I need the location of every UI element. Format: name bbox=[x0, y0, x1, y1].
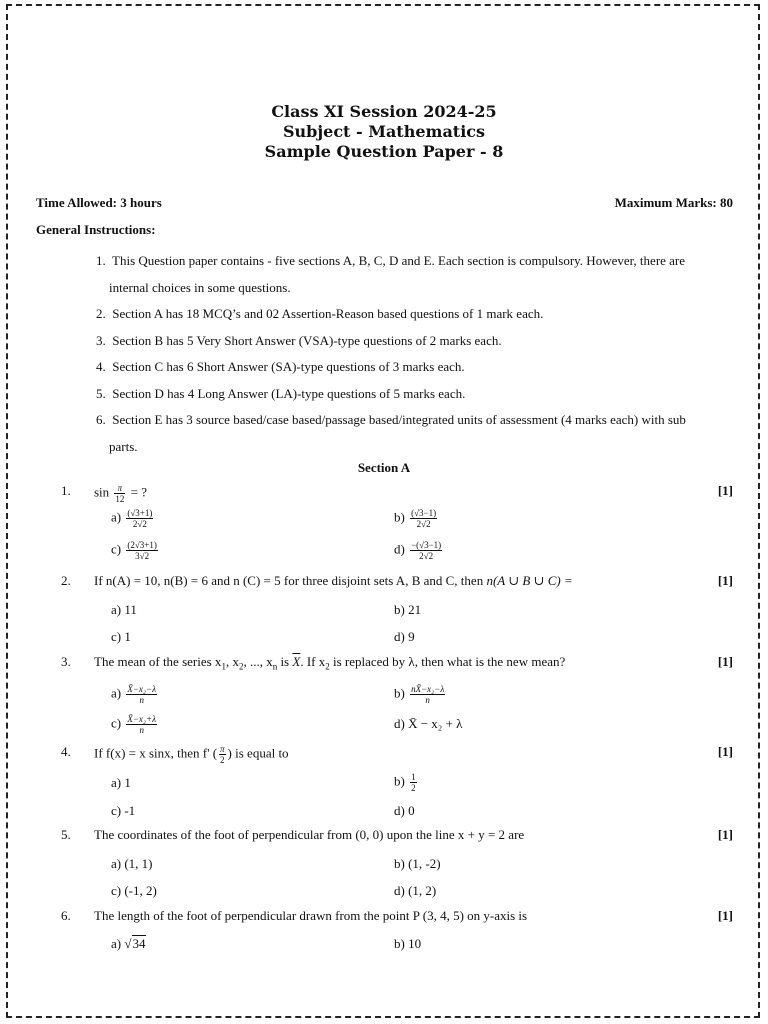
option-b[interactable]: b) $\frac{1}{2}$ bbox=[394, 772, 416, 793]
option-d[interactable]: d) 0 bbox=[394, 803, 415, 818]
marks-label: [1] bbox=[717, 827, 733, 842]
option-b[interactable]: b) 21 bbox=[394, 602, 422, 617]
fraction: $\frac{(√3+1)}{2√2}$ bbox=[127, 508, 153, 529]
paper-header bbox=[0, 102, 768, 162]
fraction: $\frac{\text{X̄−x₂+λ}}{n}$ bbox=[127, 714, 157, 735]
option-b[interactable]: b) (1, -2) bbox=[394, 856, 441, 871]
meta-row bbox=[36, 195, 733, 211]
instruction-item: 3. Section B has 5 Very Short Answer (VSA)-type questions of 2 marks each. bbox=[96, 332, 502, 348]
option-a[interactable]: a) 1 bbox=[111, 775, 131, 790]
maximum-marks: Maximum Marks: 80 bbox=[614, 195, 733, 210]
option-b[interactable]: b) 10 bbox=[394, 936, 422, 951]
general-instructions-heading: General Instructions: bbox=[36, 222, 156, 237]
section-a-title: Section A bbox=[357, 460, 411, 475]
class-session-title: Class XI Session 2024-25 bbox=[271, 102, 497, 121]
instructions-list bbox=[96, 248, 716, 460]
option-c[interactable]: c) (-1, 2) bbox=[111, 883, 157, 898]
question-number: 6. bbox=[61, 908, 71, 923]
fraction: $\frac{\pi}{2}$ bbox=[220, 744, 225, 765]
fraction: $\frac{\pi}{12}$ bbox=[115, 483, 125, 504]
instruction-item: 5. Section D has 4 Long Answer (LA)-type questions of 5 marks each. bbox=[96, 385, 466, 401]
question-number: 2. bbox=[61, 573, 71, 588]
marks-label: [1] bbox=[717, 654, 733, 669]
marks-label: [1] bbox=[717, 908, 733, 923]
option-d[interactable]: d) (1, 2) bbox=[394, 883, 437, 898]
question-text: If n(A) = 10, n(B) = 6 and n (C) = 5 for three disjoint sets A, B and C, then n(A ∪ B ∪ C) = bbox=[94, 573, 573, 588]
option-d[interactable]: d) $\frac{-(√3-1)}{2√2}$ bbox=[394, 540, 442, 561]
fraction: $\frac{\text{X̄−x₂−λ}}{n}$ bbox=[127, 684, 157, 705]
sqrt-symbol: √ bbox=[124, 936, 132, 951]
paper-title: Sample Question Paper - 8 bbox=[264, 142, 504, 161]
question-text: The length of the foot of perpendicular drawn from the point P (3, 4, 5) on y-axis is bbox=[94, 908, 528, 923]
option-a[interactable]: a) $\frac{\text{X̄−x₂−λ}}{n}$ bbox=[111, 684, 157, 705]
fraction: $\frac{1}{2}$ bbox=[411, 772, 416, 793]
marks-label: [1] bbox=[717, 744, 733, 759]
fraction: $\frac{-(√3-1)}{2√2}$ bbox=[411, 540, 442, 561]
option-c[interactable]: c) $\frac{\text{X̄−x₂+λ}}{n}$ bbox=[111, 714, 157, 735]
marks-label: [1] bbox=[717, 573, 733, 588]
fraction: $\frac{\text{nX̄−x₂−λ}}{n}$ bbox=[411, 684, 445, 705]
question-number: 5. bbox=[61, 827, 71, 842]
option-a[interactable]: a) √34 bbox=[111, 936, 146, 951]
fraction: $\frac{(2√3+1)}{3√2}$ bbox=[127, 540, 157, 561]
marks-label: [1] bbox=[717, 483, 733, 498]
option-b[interactable]: b) $\frac{(√3-1)}{2√2}$ bbox=[394, 508, 437, 529]
question-text: If f(x) = x sinx, then f' ( $\frac{\pi}{2}$ ) is equal to bbox=[94, 744, 289, 765]
subject-title: Subject - Mathematics bbox=[282, 122, 486, 141]
question-number: 1. bbox=[61, 483, 71, 498]
option-d[interactable]: d) 9 bbox=[394, 629, 415, 644]
question-number: 4. bbox=[61, 744, 71, 759]
option-c[interactable]: c) 1 bbox=[111, 629, 131, 644]
option-d[interactable]: d) X̄ − x₂ + λ bbox=[394, 716, 463, 731]
instruction-item: 6. Section E has 3 source based/case based/passage based/integrated units of assessment (4 marks each) with sub parts. bbox=[96, 412, 686, 454]
question-number: 3. bbox=[61, 654, 71, 669]
option-a[interactable]: a) 11 bbox=[111, 602, 137, 617]
option-c[interactable]: c) -1 bbox=[111, 803, 136, 818]
option-c[interactable]: c) $\frac{(2√3+1)}{3√2}$ bbox=[111, 540, 157, 561]
time-allowed: Time Allowed: 3 hours bbox=[36, 195, 162, 210]
question-text: sin $\frac{\pi}{12}$ = ? bbox=[94, 483, 148, 504]
instruction-item: 4. Section C has 6 Short Answer (SA)-type questions of 3 marks each. bbox=[96, 359, 465, 374]
question-text: The mean of the series $x_1$, $x_2$, ..., $x_n$ is $\overline{X}$. If $x_2$ is replaced by λ, then what is the new mean? bbox=[94, 654, 566, 672]
option-a[interactable]: a) $\frac{(√3+1)}{2√2}$ bbox=[111, 508, 153, 529]
question-text: The coordinates of the foot of perpendicular from (0, 0) upon the line x + y = 2 are bbox=[94, 827, 525, 842]
instruction-item: 1. This Question paper contains - five sections A, B, C, D and E. Each section is compulsory. However, there are internal choices in some questions. bbox=[96, 253, 686, 295]
instruction-item: 2. Section A has 18 MCQ’s and 02 Assertion-Reason based questions of 1 mark each. bbox=[96, 306, 544, 321]
fraction: $\frac{(√3-1)}{2√2}$ bbox=[411, 508, 437, 529]
option-b[interactable]: b) $\frac{\text{nX̄−x₂−λ}}{n}$ bbox=[394, 684, 445, 705]
option-a[interactable]: a) (1, 1) bbox=[111, 856, 153, 871]
